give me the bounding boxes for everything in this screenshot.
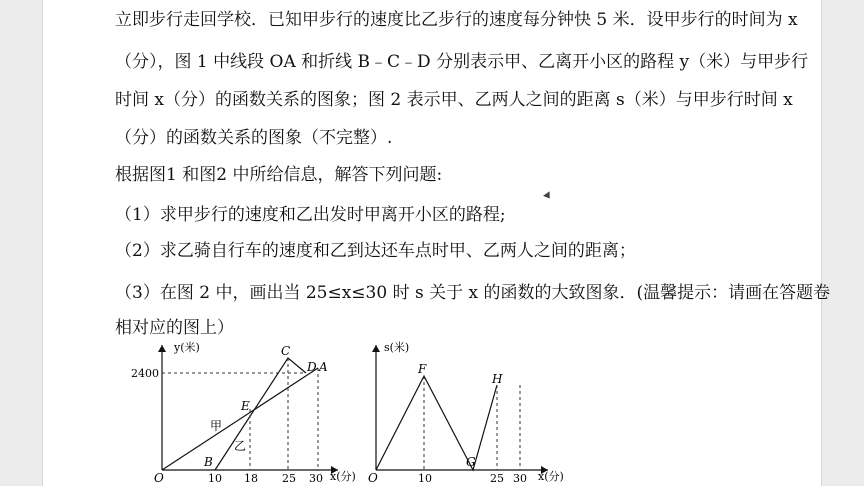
fig1-y-tick: 2400 xyxy=(131,367,159,380)
fig2-y-label: s(米) xyxy=(384,341,410,354)
fig1-y-label: y(米) xyxy=(174,341,200,354)
fig1-label-yi: 乙 xyxy=(234,439,247,453)
fig1-point-C: C xyxy=(281,344,291,358)
fig1-point-B: B xyxy=(204,455,213,469)
fig1-x-tick-30: 30 xyxy=(309,472,323,485)
text-line-4: （分）的函数关系的图象（不完整）. xyxy=(115,128,393,148)
fig1-x-tick-10: 10 xyxy=(208,472,222,485)
fig1-point-D: D xyxy=(307,360,317,374)
fig2-polyline-FGH xyxy=(376,376,497,470)
text-line-1: 立即步行走回学校．已知甲步行的速度比乙步行的速度每分钟快 5 米．设甲步行的时间为 x xyxy=(115,10,798,30)
fig2-y-arrow-icon xyxy=(372,345,380,352)
text-line-2: （分），图 1 中线段 OA 和折线 B﹣C﹣D 分别表示甲、乙离开小区的路程 y（米）与甲步行 xyxy=(115,52,809,72)
fig2-x-tick-10: 10 xyxy=(418,472,432,485)
fig2-point-H: H xyxy=(492,372,503,386)
fig1-x-label: x(分) xyxy=(330,470,356,483)
question-3-cont: 相对应的图上） xyxy=(115,318,234,338)
fig2-point-G: G xyxy=(466,455,476,469)
fig1-point-E: E xyxy=(241,399,250,413)
fig2-origin: O xyxy=(368,471,378,485)
fig2-x-tick-25: 25 xyxy=(490,472,504,485)
fig1-x-tick-18: 18 xyxy=(244,472,258,485)
text-line-5: 根据图1 和图2 中所给信息，解答下列问题: xyxy=(115,165,443,185)
question-1: （1）求甲步行的速度和乙出发时甲离开小区的路程; xyxy=(115,205,506,225)
question-3: （3）在图 2 中，画出当 25≤x≤30 时 s 关于 x 的函数的大致图象．(温馨提示：请画在答题卷 xyxy=(115,283,831,303)
text-line-3: 时间 x（分）的函数关系的图象；图 2 表示甲、乙两人之间的距离 s（米）与甲步行时间 x xyxy=(115,90,793,110)
fig1-origin: O xyxy=(154,471,164,485)
fig2-x-label: x(分) xyxy=(538,470,564,483)
fig2-x-tick-30: 30 xyxy=(513,472,527,485)
fig1-label-jia: 甲 xyxy=(210,419,223,433)
fig1-point-A: A xyxy=(319,360,328,374)
fig1-x-tick-25: 25 xyxy=(282,472,296,485)
question-2: （2）求乙骑自行车的速度和乙到达还车点时甲、乙两人之间的距离； xyxy=(115,241,636,261)
fig2-point-F: F xyxy=(418,362,427,376)
